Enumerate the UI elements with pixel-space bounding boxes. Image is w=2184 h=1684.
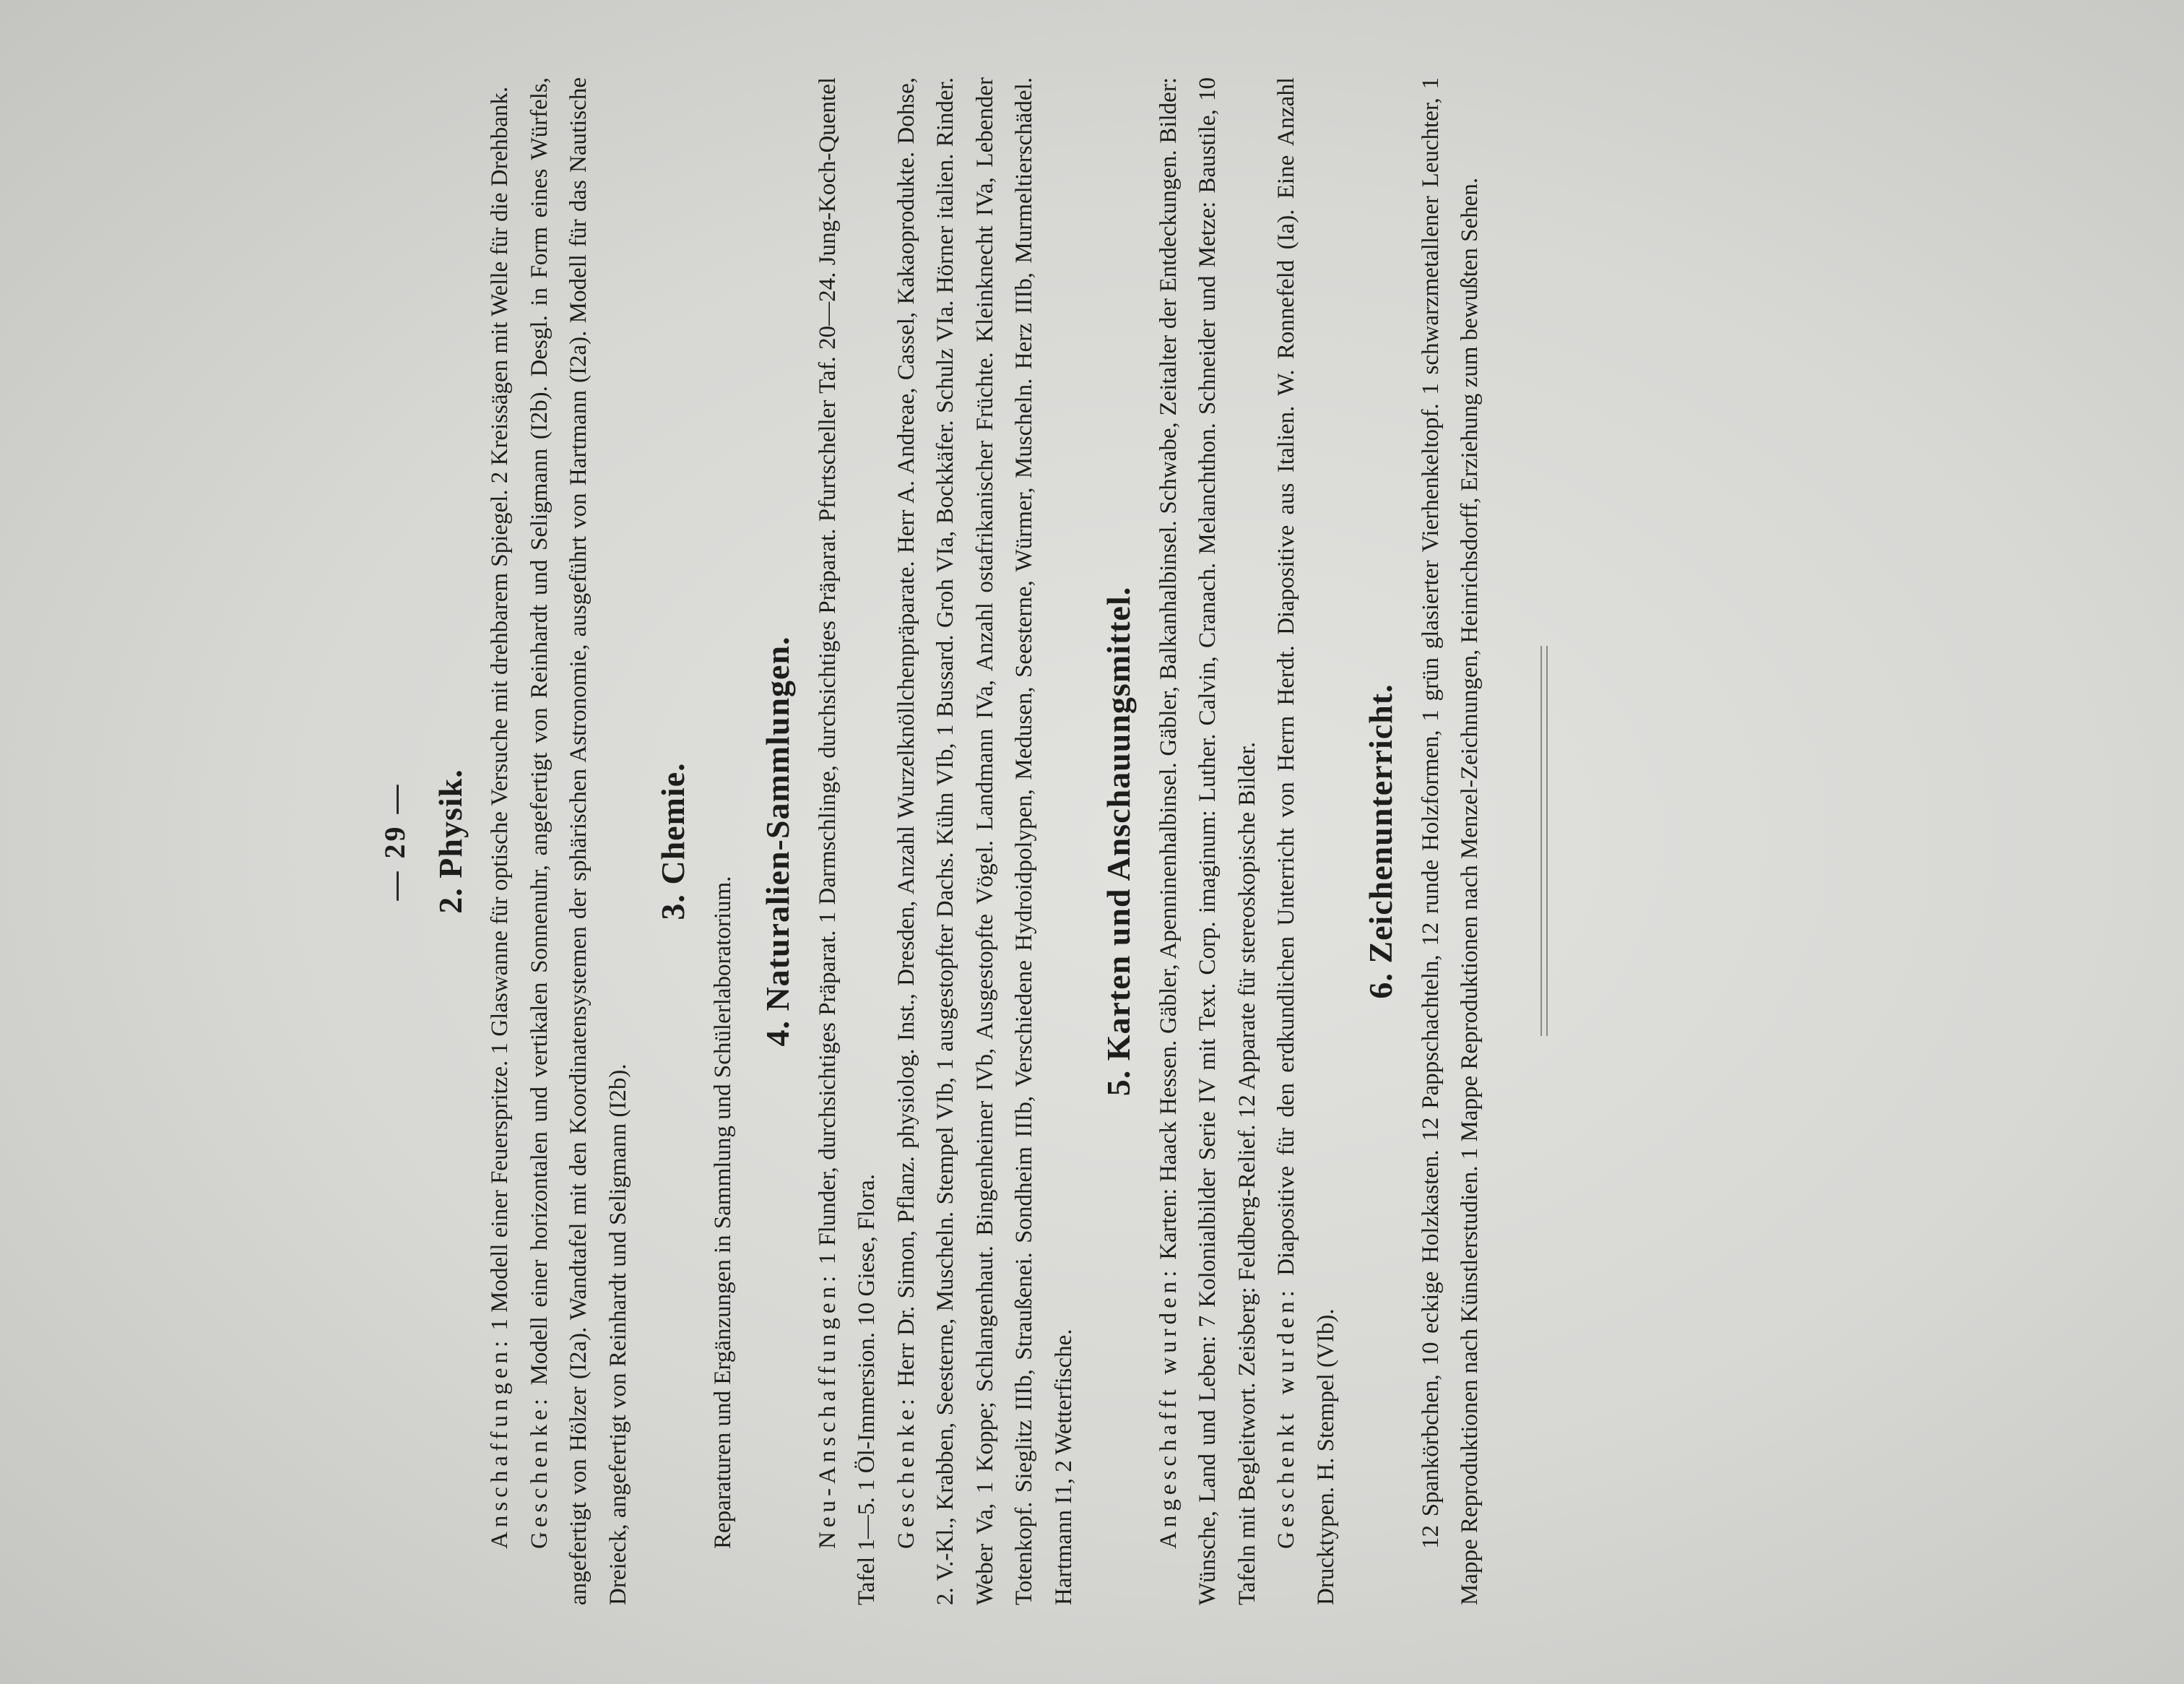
paragraph bbox=[1267, 77, 1346, 1605]
paragraph-text: Modell einer horizontalen und vertikalen Sonnenuhr, angefertigt von Reinhardt und Seligmann (I2b). Desgl. in Form eines Würfels, angefertigt von Hölzer (I2a). Wandtafel mit den Koordinatensystemen der sphärischen Astronomie, ausgeführt von Hartmann (I2a). Modell für das Nautische Dreieck, angefertigt von Reinhardt und Seligmann (I2b). bbox=[526, 77, 631, 1605]
paragraph-text: Herr Dr. Simon, Pflanz. physiolog. Inst., Dresden, Anzahl Wurzelknöllchenpräparate. Herr A. Andreae, Cassel, Kakaoprodukte. Dohse, 2. V.-Kl., Krabben, Seesterne, Muscheln. Stempel VIb, 1 ausgestopfter Dachs. Kühn VIb, 1 Bussard. Groh VIa, Bockkäfer. Schulz VIa. Hörner italien. Rinder. Weber Va, 1 Koppe; Schlangenhaut. Bingenheimer IVb, Ausgestopfte Vögel. Landmann IVa, Anzahl ostafrikanischer Früchte. Kleinknecht IVa, Lebender Totenkopf. Sieglitz IIIb, Straußenei. Sondheim IIIb, Verschiedene Hydroidpolypen, Medusen, Seesterne, Würmer, Muscheln. Herz IIIb, Murmeltierschädel. Hartmann I1, 2 Wetterfische. bbox=[893, 77, 1077, 1605]
section-chemie bbox=[654, 77, 742, 1605]
end-rule bbox=[1540, 647, 1548, 1037]
paragraph-label: Angeschafft wurden: bbox=[1155, 1266, 1182, 1549]
paragraph-text: 12 Spankörbchen, 10 eckige Holzkasten. 12 Pappschachteln, 12 runde Holzformen, 1 grün glasierter Vierhenkeltopf. 1 schwarzmetallener Leuchter, 1 Mappe Reproduktionen nach Künstlerstudien. 1 Mappe Reproduktionen nach Menzel-Zeichnungen, Heinrichsdorff, Erziehung zum bewußten Sehen. bbox=[1417, 77, 1483, 1605]
paragraph bbox=[808, 77, 887, 1605]
section-zeichenunterricht bbox=[1361, 77, 1490, 1605]
paragraph-label: Neu-Anschaffungen: bbox=[814, 1271, 841, 1549]
paragraph-label: Anschaffungen: bbox=[487, 1336, 513, 1549]
page-number: — 29 — bbox=[378, 782, 411, 901]
paragraph bbox=[887, 77, 1084, 1605]
section-title: 5. Karten und Anschauungsmittel. bbox=[1100, 586, 1137, 1097]
section-naturalien bbox=[758, 77, 1083, 1605]
section-title: 6. Zeichenunterricht. bbox=[1362, 683, 1399, 999]
paragraph bbox=[703, 77, 743, 1605]
section-physik bbox=[431, 77, 638, 1605]
paragraph-text: Karten: Haack Hessen. Gäbler, Apenninenhalbinsel. Gäbler, Balkanhalbinsel. Schwabe, Zeitalter der Entdeckungen. Bilder: Wünsche, Land und Leben: 7 Kolonialbilder Serie IV mit Text. Corp. imaginum: Luther. Calvin, Cranach. Melanchthon. Schneider und Metze: Baustile, 10 Tafeln mit Begleitwort. Zeisberg: Feldberg-Relief. 12 Apparate für stereoskopische Bilder. bbox=[1155, 77, 1260, 1605]
paragraph bbox=[1411, 77, 1490, 1605]
section-karten bbox=[1099, 77, 1346, 1605]
section-title: 2. Physik. bbox=[431, 769, 469, 914]
paragraph-text: 1 Modell einer Feuerspritze. 1 Glaswanne für optische Versuche mit drehbarem Spiegel. 2 Kreissägen mit Welle für die Drehbank. bbox=[487, 86, 513, 1337]
paragraph-text: Reparaturen und Ergänzungen in Sammlung und Schülerlaboratorium. bbox=[709, 876, 736, 1549]
paragraph-text: Diapositive für den erdkundlichen Unterricht von Herrn Herdt. Diapositive aus Italien. W. Ronnefeld (Ia). Eine Anzahl Drucktypen. H. Stempel (VIb). bbox=[1273, 77, 1339, 1605]
section-title: 4. Naturalien-Sammlungen. bbox=[759, 636, 796, 1047]
paragraph bbox=[1149, 77, 1268, 1605]
rotated-document-page bbox=[376, 77, 1596, 1605]
paragraph-label: Geschenke: bbox=[893, 1394, 919, 1549]
section-title: 3. Chemie. bbox=[654, 762, 691, 920]
paragraph bbox=[480, 77, 520, 1605]
paragraph-label: Geschenke: bbox=[526, 1394, 552, 1549]
paragraph bbox=[520, 77, 638, 1605]
paragraph-label: Geschenkt wurden: bbox=[1273, 1286, 1299, 1549]
paragraph-text: 1 Flunder, durchsichtiges Präparat. 1 Darmschlinge, durchsichtiges Präparat. Pfurtscheller Taf. 20—24. Jung-Koch-Quentel Tafel 1—5. 1 Öl-Immersion. 10 Giese, Flora. bbox=[814, 77, 880, 1605]
